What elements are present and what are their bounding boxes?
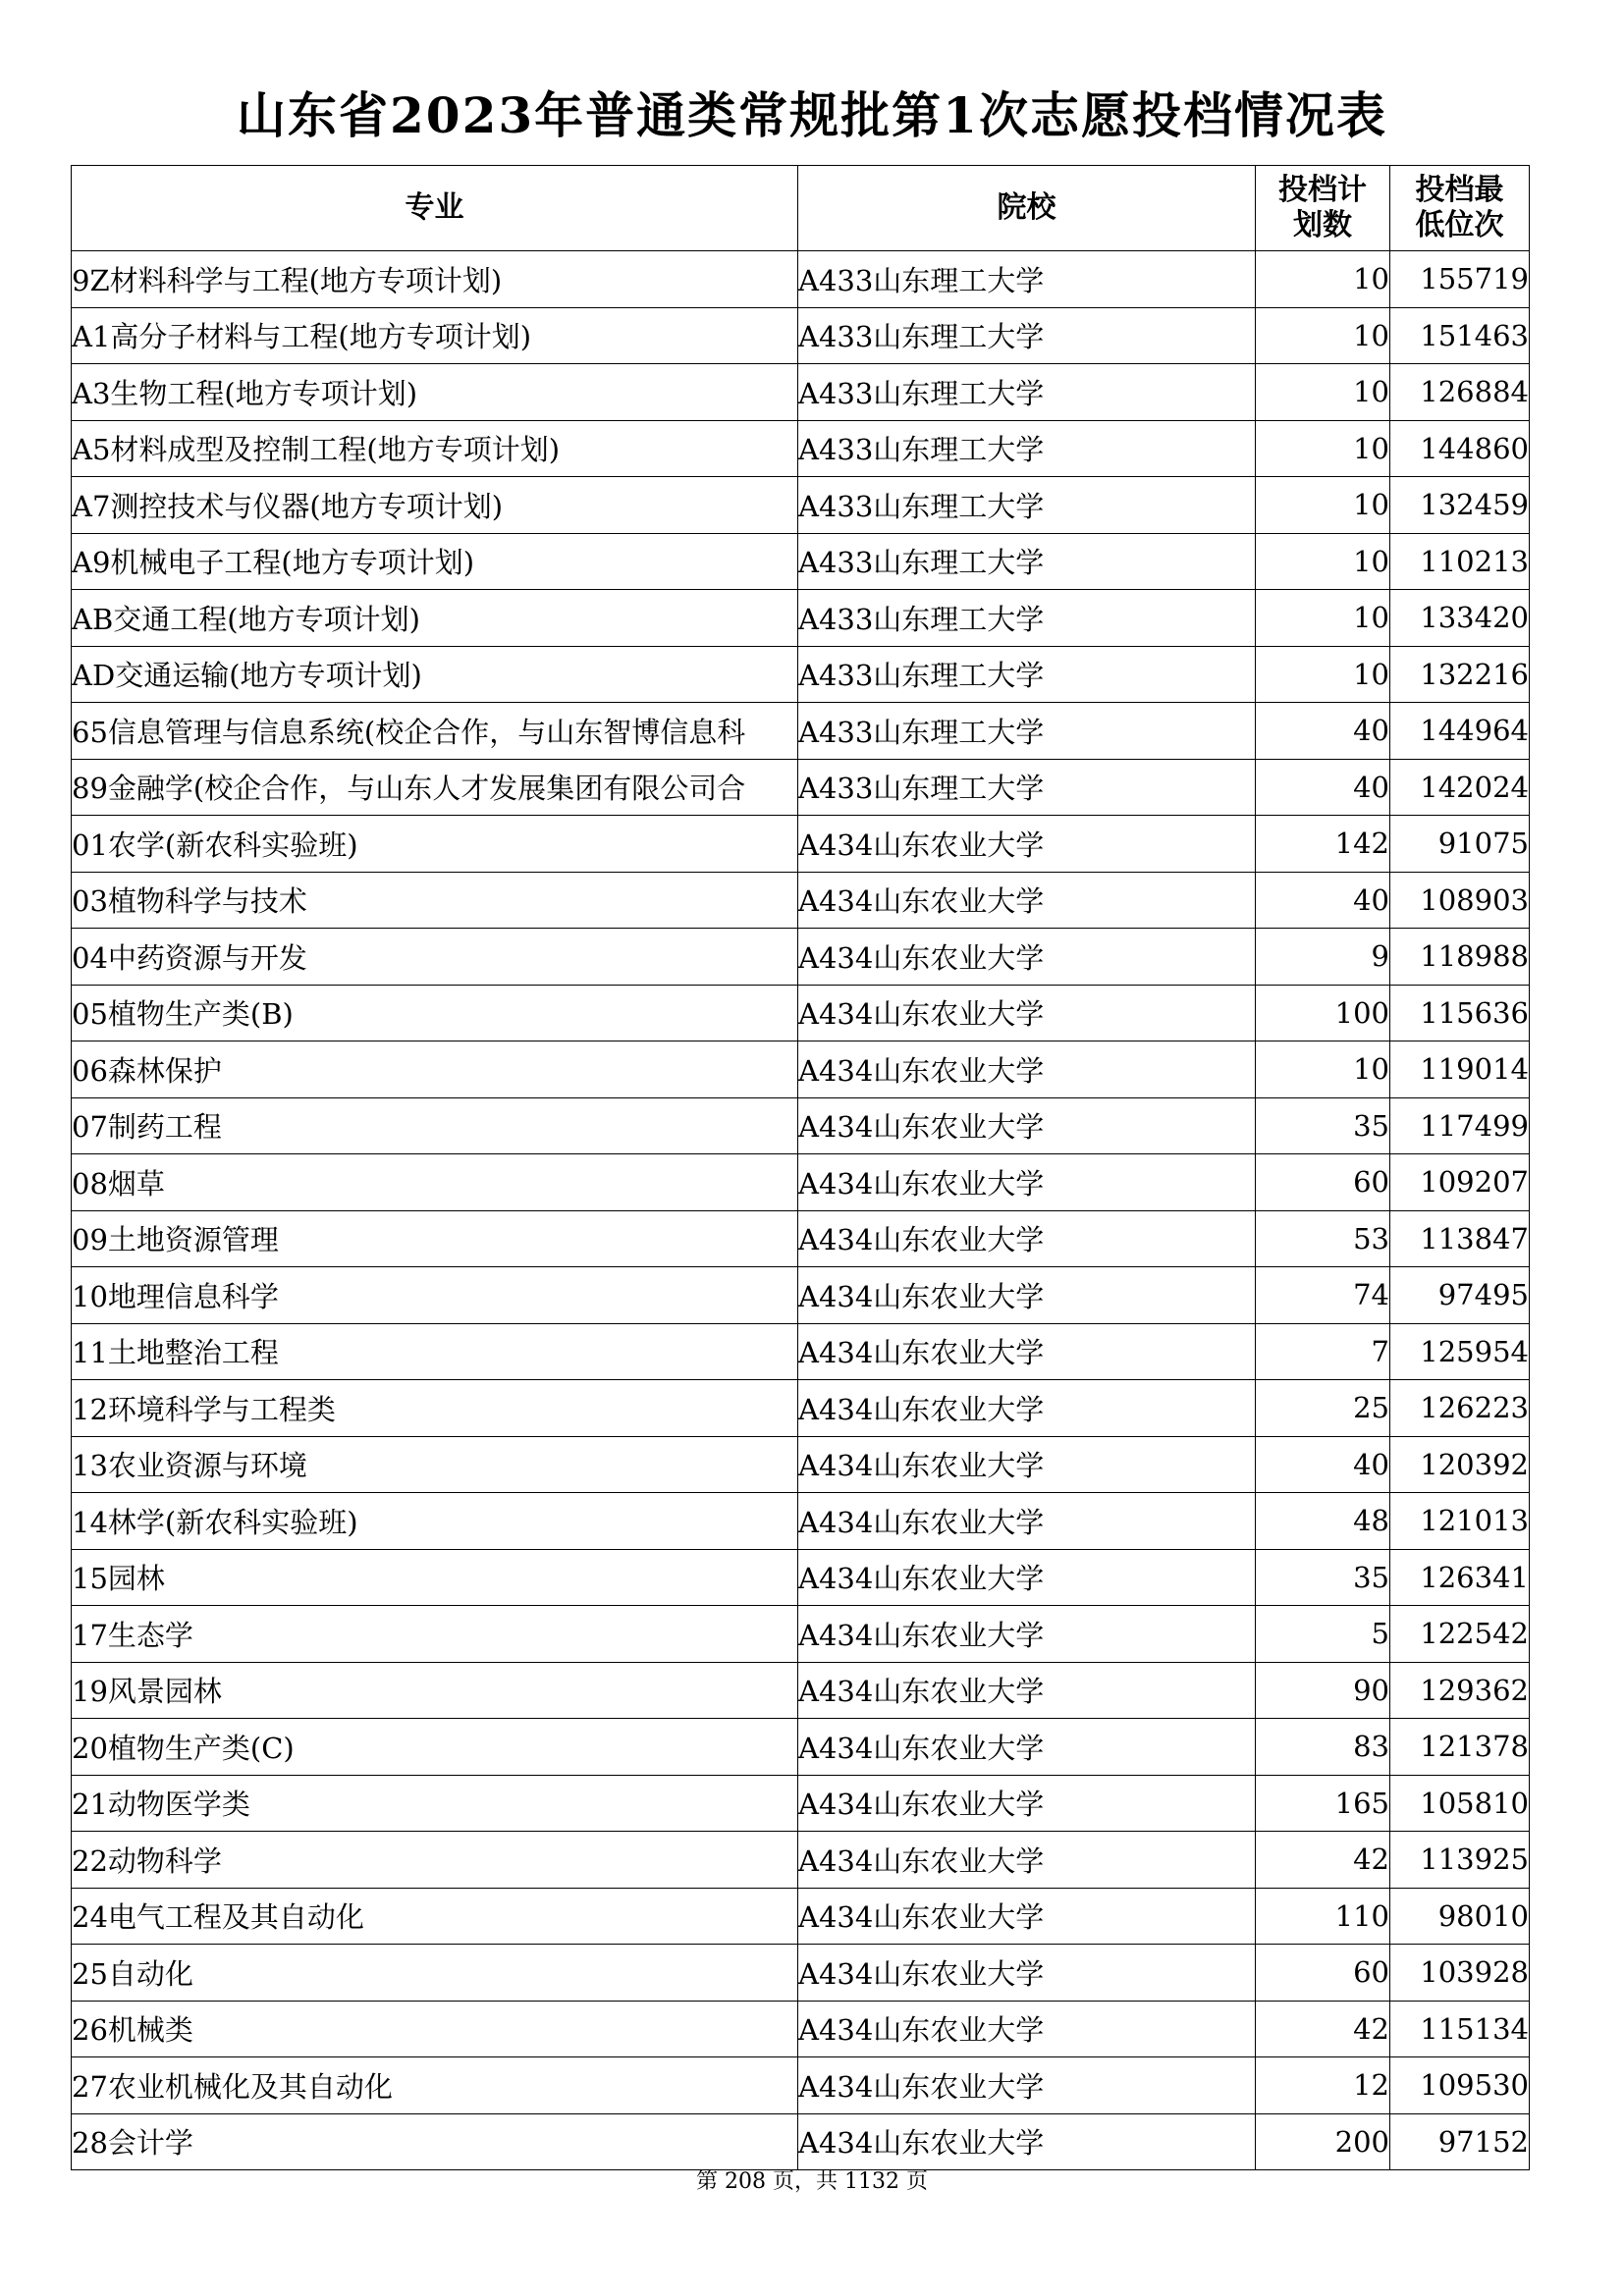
cell-school: A434山东农业大学	[798, 1436, 1256, 1493]
cell-school: A434山东农业大学	[798, 1380, 1256, 1437]
cell-school: A434山东农业大学	[798, 1945, 1256, 2002]
header-major: 专业	[72, 166, 798, 251]
cell-rank: 109530	[1390, 2057, 1530, 2114]
cell-plan: 35	[1256, 1549, 1390, 1606]
cell-school: A433山东理工大学	[798, 364, 1256, 421]
table-row	[72, 816, 1530, 873]
cell-major: 26机械类	[72, 2001, 798, 2057]
cell-rank: 115636	[1390, 985, 1530, 1041]
cell-school: A433山东理工大学	[798, 251, 1256, 308]
table-row	[72, 1606, 1530, 1663]
cell-major: 19风景园林	[72, 1662, 798, 1719]
cell-school: A434山东农业大学	[798, 872, 1256, 929]
cell-major: 09土地资源管理	[72, 1210, 798, 1267]
cell-rank: 113847	[1390, 1210, 1530, 1267]
cell-major: 07制药工程	[72, 1097, 798, 1154]
cell-plan: 10	[1256, 646, 1390, 703]
cell-plan: 40	[1256, 1436, 1390, 1493]
table-row	[72, 420, 1530, 477]
table-row	[72, 307, 1530, 364]
cell-school: A433山东理工大学	[798, 477, 1256, 534]
cell-major: 11土地整治工程	[72, 1323, 798, 1380]
header-plan-label: 投档计划数	[1278, 173, 1367, 242]
table-row	[72, 929, 1530, 986]
table-row	[72, 1380, 1530, 1437]
cell-rank: 126341	[1390, 1549, 1530, 1606]
cell-school: A434山东农业大学	[798, 1210, 1256, 1267]
cell-school: A434山东农业大学	[798, 1719, 1256, 1776]
cell-rank: 132459	[1390, 477, 1530, 534]
cell-plan: 142	[1256, 816, 1390, 873]
cell-rank: 97495	[1390, 1267, 1530, 1324]
cell-school: A433山东理工大学	[798, 759, 1256, 816]
cell-plan: 10	[1256, 307, 1390, 364]
cell-plan: 165	[1256, 1775, 1390, 1832]
cell-plan: 42	[1256, 1832, 1390, 1889]
cell-rank: 108903	[1390, 872, 1530, 929]
table-row	[72, 251, 1530, 308]
cell-plan: 90	[1256, 1662, 1390, 1719]
cell-school: A434山东农业大学	[798, 1888, 1256, 1945]
cell-plan: 10	[1256, 533, 1390, 590]
cell-major: 65信息管理与信息系统(校企合作，与山东智博信息科	[72, 703, 798, 760]
admission-table	[71, 165, 1530, 2170]
table-row	[72, 1323, 1530, 1380]
cell-major: 08烟草	[72, 1154, 798, 1211]
page-title: 山东省2023年普通类常规批第1次志愿投档情况表	[237, 86, 1387, 144]
cell-major: 9Z材料科学与工程(地方专项计划)	[72, 251, 798, 308]
cell-major: 04中药资源与开发	[72, 929, 798, 986]
table-row	[72, 1945, 1530, 2002]
cell-major: A5材料成型及控制工程(地方专项计划)	[72, 420, 798, 477]
cell-rank: 121013	[1390, 1493, 1530, 1550]
cell-major: 01农学(新农科实验班)	[72, 816, 798, 873]
cell-major: A7测控技术与仪器(地方专项计划)	[72, 477, 798, 534]
cell-plan: 74	[1256, 1267, 1390, 1324]
cell-school: A433山东理工大学	[798, 420, 1256, 477]
table-row	[72, 646, 1530, 703]
cell-rank: 97152	[1390, 2113, 1530, 2170]
cell-plan: 40	[1256, 703, 1390, 760]
cell-rank: 133420	[1390, 590, 1530, 647]
table-row	[72, 364, 1530, 421]
cell-school: A434山东农业大学	[798, 1493, 1256, 1550]
cell-plan: 200	[1256, 2113, 1390, 2170]
cell-rank: 98010	[1390, 1888, 1530, 1945]
cell-school: A434山东农业大学	[798, 1606, 1256, 1663]
cell-major: 06森林保护	[72, 1041, 798, 1098]
cell-plan: 48	[1256, 1493, 1390, 1550]
table-row	[72, 1493, 1530, 1550]
cell-plan: 7	[1256, 1323, 1390, 1380]
table-row	[72, 1210, 1530, 1267]
cell-major: 28会计学	[72, 2113, 798, 2170]
cell-major: 12环境科学与工程类	[72, 1380, 798, 1437]
cell-rank: 91075	[1390, 816, 1530, 873]
cell-plan: 10	[1256, 477, 1390, 534]
table-row	[72, 1775, 1530, 1832]
cell-rank: 120392	[1390, 1436, 1530, 1493]
cell-rank: 119014	[1390, 1041, 1530, 1098]
header-rank-label: 投档最低位次	[1415, 173, 1504, 242]
cell-plan: 9	[1256, 929, 1390, 986]
cell-school: A434山东农业大学	[798, 1154, 1256, 1211]
cell-rank: 105810	[1390, 1775, 1530, 1832]
header-school: 院校	[798, 166, 1256, 251]
cell-school: A433山东理工大学	[798, 590, 1256, 647]
cell-major: 27农业机械化及其自动化	[72, 2057, 798, 2114]
cell-major: 10地理信息科学	[72, 1267, 798, 1324]
cell-rank: 117499	[1390, 1097, 1530, 1154]
header-plan	[1256, 166, 1390, 251]
cell-rank: 109207	[1390, 1154, 1530, 1211]
cell-school: A434山东农业大学	[798, 2001, 1256, 2057]
table-header-row	[72, 166, 1530, 251]
table-row	[72, 590, 1530, 647]
table-row	[72, 2057, 1530, 2114]
table-row	[72, 1154, 1530, 1211]
cell-major: 89金融学(校企合作，与山东人才发展集团有限公司合	[72, 759, 798, 816]
cell-school: A434山东农业大学	[798, 929, 1256, 986]
cell-major: AD交通运输(地方专项计划)	[72, 646, 798, 703]
cell-school: A434山东农业大学	[798, 2057, 1256, 2114]
cell-plan: 5	[1256, 1606, 1390, 1663]
table-row	[72, 2001, 1530, 2057]
table-body	[72, 251, 1530, 2170]
cell-rank: 115134	[1390, 2001, 1530, 2057]
page-footer: 第 208 页，共 1132 页	[696, 2169, 928, 2194]
cell-school: A434山东农业大学	[798, 1549, 1256, 1606]
cell-school: A434山东农业大学	[798, 1775, 1256, 1832]
cell-major: 24电气工程及其自动化	[72, 1888, 798, 1945]
cell-plan: 10	[1256, 420, 1390, 477]
cell-major: AB交通工程(地方专项计划)	[72, 590, 798, 647]
table-row	[72, 533, 1530, 590]
cell-rank: 155719	[1390, 251, 1530, 308]
table-row	[72, 2113, 1530, 2170]
cell-rank: 129362	[1390, 1662, 1530, 1719]
table-row	[72, 1888, 1530, 1945]
cell-major: 05植物生产类(B)	[72, 985, 798, 1041]
cell-school: A434山东农业大学	[798, 1041, 1256, 1098]
cell-major: 13农业资源与环境	[72, 1436, 798, 1493]
table-row	[72, 477, 1530, 534]
cell-rank: 110213	[1390, 533, 1530, 590]
cell-plan: 100	[1256, 985, 1390, 1041]
cell-school: A434山东农业大学	[798, 985, 1256, 1041]
cell-major: 22动物科学	[72, 1832, 798, 1889]
cell-rank: 113925	[1390, 1832, 1530, 1889]
cell-rank: 144964	[1390, 703, 1530, 760]
cell-school: A434山东农业大学	[798, 816, 1256, 873]
cell-rank: 144860	[1390, 420, 1530, 477]
cell-plan: 35	[1256, 1097, 1390, 1154]
cell-major: A1高分子材料与工程(地方专项计划)	[72, 307, 798, 364]
table-row	[72, 703, 1530, 760]
cell-school: A434山东农业大学	[798, 1323, 1256, 1380]
header-rank	[1390, 166, 1530, 251]
table-row	[72, 1662, 1530, 1719]
cell-major: 25自动化	[72, 1945, 798, 2002]
cell-plan: 42	[1256, 2001, 1390, 2057]
cell-major: 03植物科学与技术	[72, 872, 798, 929]
table-row	[72, 759, 1530, 816]
table-row	[72, 1097, 1530, 1154]
cell-major: 21动物医学类	[72, 1775, 798, 1832]
cell-rank: 118988	[1390, 929, 1530, 986]
cell-plan: 60	[1256, 1945, 1390, 2002]
cell-plan: 60	[1256, 1154, 1390, 1211]
cell-rank: 126223	[1390, 1380, 1530, 1437]
cell-school: A433山东理工大学	[798, 533, 1256, 590]
cell-rank: 142024	[1390, 759, 1530, 816]
cell-plan: 10	[1256, 251, 1390, 308]
cell-school: A434山东农业大学	[798, 1832, 1256, 1889]
cell-plan: 40	[1256, 872, 1390, 929]
cell-plan: 83	[1256, 1719, 1390, 1776]
table-row	[72, 1436, 1530, 1493]
cell-plan: 40	[1256, 759, 1390, 816]
table-row	[72, 1719, 1530, 1776]
table-row	[72, 1267, 1530, 1324]
cell-plan: 25	[1256, 1380, 1390, 1437]
cell-school: A434山东农业大学	[798, 1662, 1256, 1719]
table-row	[72, 872, 1530, 929]
cell-plan: 10	[1256, 590, 1390, 647]
table-row	[72, 1549, 1530, 1606]
cell-rank: 126884	[1390, 364, 1530, 421]
cell-rank: 132216	[1390, 646, 1530, 703]
cell-school: A434山东农业大学	[798, 1097, 1256, 1154]
cell-plan: 53	[1256, 1210, 1390, 1267]
cell-plan: 110	[1256, 1888, 1390, 1945]
cell-rank: 103928	[1390, 1945, 1530, 2002]
cell-major: 20植物生产类(C)	[72, 1719, 798, 1776]
cell-major: A9机械电子工程(地方专项计划)	[72, 533, 798, 590]
cell-major: 17生态学	[72, 1606, 798, 1663]
cell-major: A3生物工程(地方专项计划)	[72, 364, 798, 421]
cell-school: A433山东理工大学	[798, 646, 1256, 703]
cell-school: A434山东农业大学	[798, 1267, 1256, 1324]
cell-plan: 12	[1256, 2057, 1390, 2114]
cell-major: 15园林	[72, 1549, 798, 1606]
cell-plan: 10	[1256, 1041, 1390, 1098]
cell-school: A434山东农业大学	[798, 2113, 1256, 2170]
cell-major: 14林学(新农科实验班)	[72, 1493, 798, 1550]
table-row	[72, 1832, 1530, 1889]
cell-rank: 151463	[1390, 307, 1530, 364]
cell-rank: 122542	[1390, 1606, 1530, 1663]
table-row	[72, 1041, 1530, 1098]
cell-rank: 121378	[1390, 1719, 1530, 1776]
cell-school: A433山东理工大学	[798, 703, 1256, 760]
table-row	[72, 985, 1530, 1041]
cell-rank: 125954	[1390, 1323, 1530, 1380]
cell-school: A433山东理工大学	[798, 307, 1256, 364]
cell-plan: 10	[1256, 364, 1390, 421]
